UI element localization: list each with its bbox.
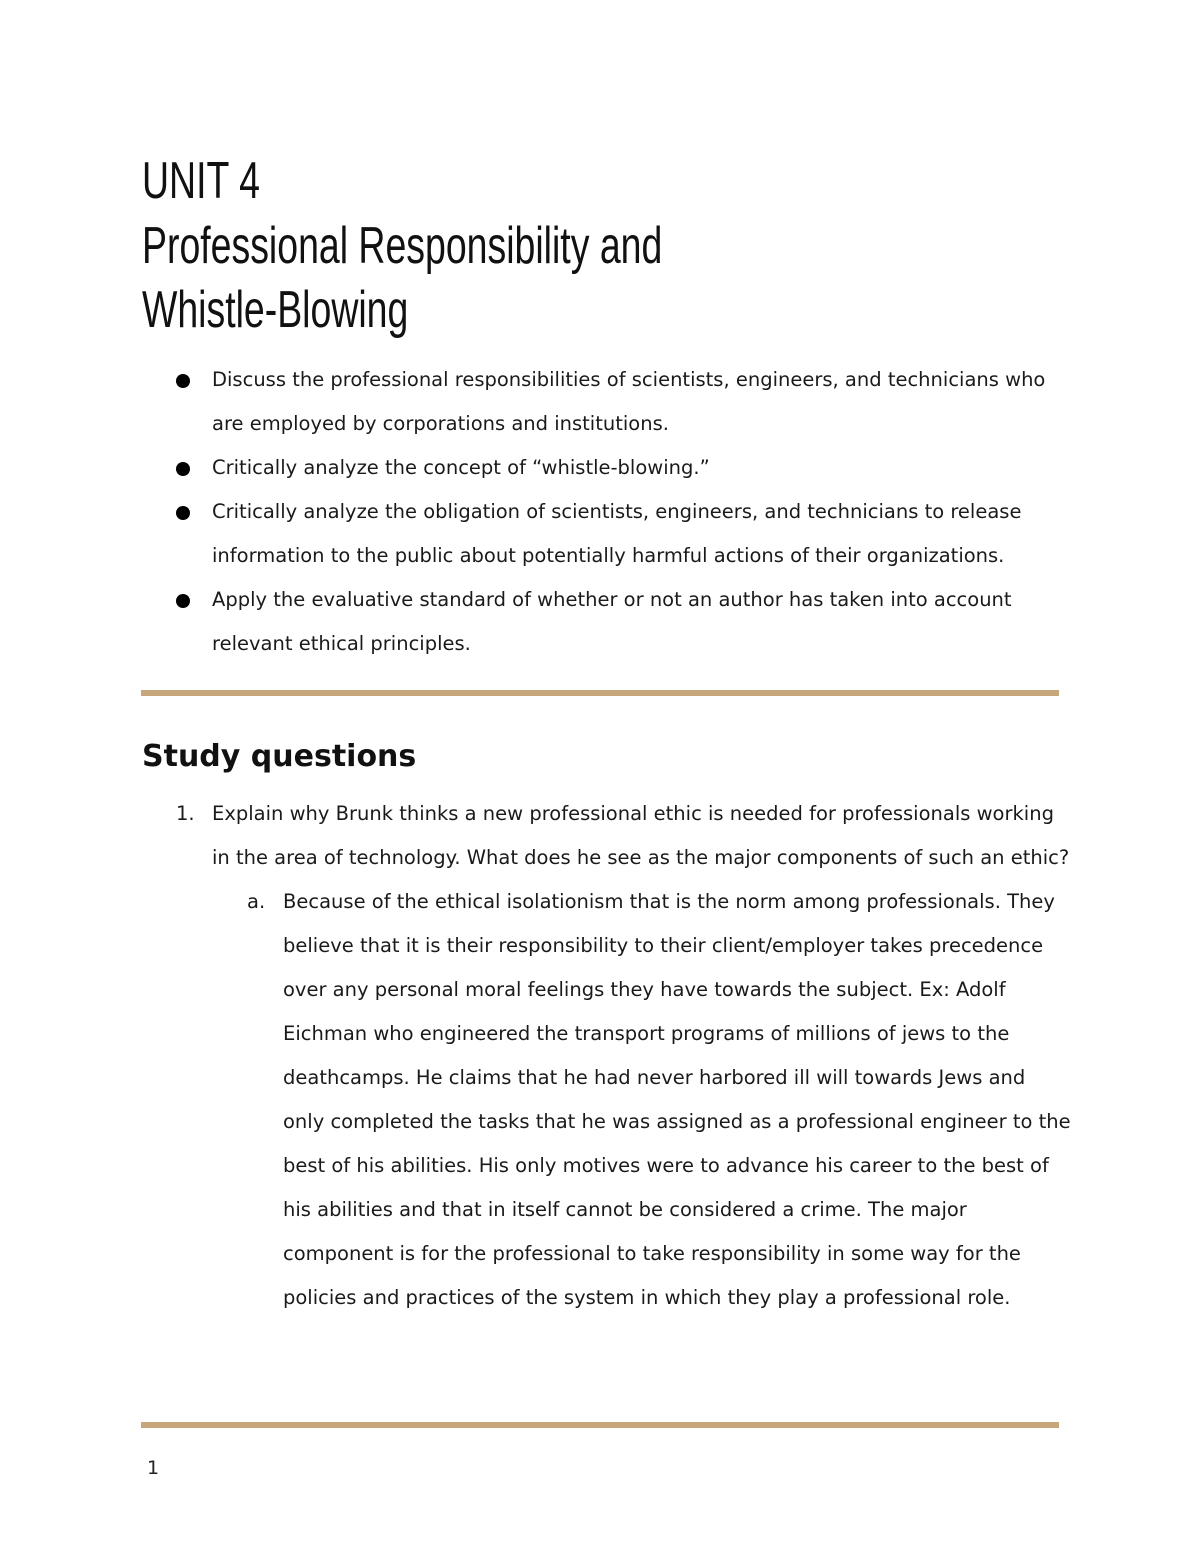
objective-item	[142, 446, 1062, 490]
answer-text: Because of the ethical isolationism that is the norm among professionals. They believe that it is their responsibility to their client/employer takes precedence over any personal moral feelings they have towards the subject. Ex: Adolf Eichman who engineered the transport programs of millions of jews to the deathcamps. He claims that he had never harbored ill will towards Jews and only completed the tasks that he was assigned as a professional engineer to the best of his abilities. His only motives were to advance his career to the best of his abilities and that in itself cannot be considered a crime. The major component is for the professional to take responsibility in some way for the policies and practices of the system in which they play a professional role.	[283, 890, 1071, 1309]
objective-item	[142, 490, 1062, 578]
question-text: Explain why Brunk thinks a new professional ethic is needed for professionals working in the area of technology. What does he see as the major components of such an ethic?	[212, 802, 1070, 869]
question-item	[142, 792, 1072, 1320]
page-number: 1	[147, 1457, 160, 1479]
objective-item	[142, 358, 1062, 446]
unit-label: UNIT 4	[142, 152, 260, 210]
section-heading: Study questions	[142, 739, 417, 774]
objective-text: Apply the evaluative standard of whether or not an author has taken into account relevant ethical principles.	[212, 588, 1012, 655]
answer-list	[212, 880, 1072, 1320]
study-questions-list	[142, 792, 1072, 1320]
answer-label: a.	[247, 890, 266, 913]
objective-text: Critically analyze the obligation of scientists, engineers, and technicians to release information to the public about potentially harmful actions of their organizations.	[212, 500, 1022, 567]
objective-text: Critically analyze the concept of “whistle-blowing.”	[212, 456, 710, 479]
answer-item	[212, 880, 1072, 1320]
section-divider	[141, 690, 1059, 696]
unit-title: Professional Responsibility and Whistle-Blowing	[142, 217, 663, 339]
objective-item	[142, 578, 1062, 666]
question-number: 1.	[176, 802, 195, 825]
objective-text: Discuss the professional responsibilities of scientists, engineers, and technicians who are employed by corporations and institutions.	[212, 368, 1046, 435]
bullet-icon	[176, 506, 190, 520]
bullet-icon	[176, 374, 190, 388]
bullet-icon	[176, 594, 190, 608]
bullet-icon	[176, 462, 190, 476]
footer-divider	[141, 1422, 1059, 1428]
objectives-list	[142, 358, 1062, 666]
title-block	[142, 152, 1042, 342]
